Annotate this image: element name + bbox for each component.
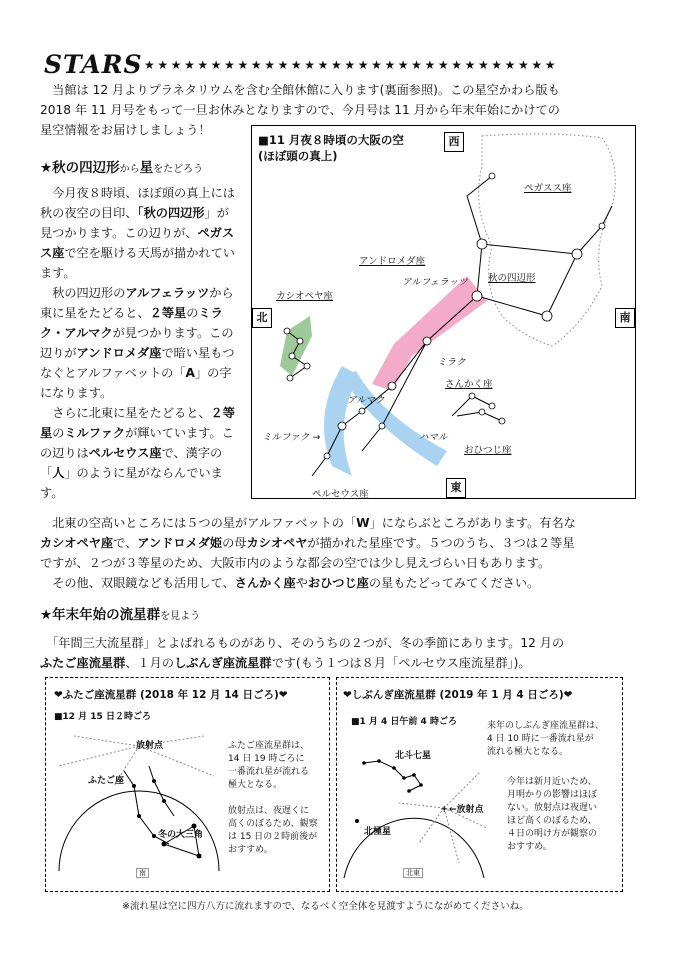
quadrantids-text-peak: 来年のしぶんぎ座流星群は、 4 日 10 時に一番流れ星が 流れる極大となる。 (487, 721, 605, 757)
map-title: ■11 月夜８時頃の大阪の空 (ほぼ頭の真上) (258, 133, 404, 163)
gemini-label: ふたご座 (88, 776, 125, 786)
quadrantids-text-observation: 今年は新月近いため、 月明かりの影響はほぼ ない。放射点は夜遅い ほど高くのぼるため、 ４日の明け方が観察の おすすめ。 (507, 777, 598, 852)
star-decoration: ★★★★★★★★★★★★★★★★★★★★★★★★★★★★★★★ (144, 58, 559, 72)
label-perseus: ペルセウス座 (312, 489, 369, 500)
direction-south: 南 (615, 308, 635, 328)
label-mirfak: ミルファク → (262, 432, 321, 443)
direction-west: 西 (444, 132, 464, 152)
pegasus-line (467, 176, 492, 244)
svg-text:+: + (440, 804, 449, 815)
geminids-direction: 南 (136, 868, 149, 878)
geminids-box (45, 677, 330, 892)
geminids-chart-title: ■12 月 15 日２時ごろ (54, 712, 151, 722)
cassiopeia-text: 北東の空高いところには５つの星がアルファベットの「W」にならぶところがあります。有名な カシオペヤ座で、アンドロメダ姫の母カシオペヤが描かれた星座です。５つのうち、３つは２等星 ですが、２つが３等星のため、大阪市内のような都会の空では少し見えづらい日もあります。 その他、双眼鏡なども活用して、さんかく座やおひつじ座の星もたどってみてください。 (40, 516, 576, 590)
label-alpheratz: アルフェラッツ (402, 277, 468, 288)
geminids-title: ❤ふたご座流星群 (2018 年 12 月 14 日ごろ)❤ (54, 689, 288, 701)
andromeda-band (372, 276, 487, 391)
intro-text: 当館は 12 月よりプラネタリウムを含む全館休館に入ります(裏面参照)。この星空かわら版も 2018 年 11 月号をもって一旦お休みとなりますので、今月号は 11 月から年末年始にかけての 星空情報をお届けしましょう！ (40, 83, 560, 137)
label-cassiopeia: カシオペヤ座 (276, 291, 334, 302)
label-aries: おひつじ座 (464, 445, 512, 456)
label-almach: アルマク (347, 395, 385, 406)
big-dipper-label: 北斗七星 (395, 751, 432, 761)
label-pegasus: ペガスス座 (524, 183, 572, 194)
section-heading-meteor: ★年末年始の流星群を見よう (40, 607, 201, 623)
label-mirach: ミラク (437, 357, 466, 368)
pegasus-line2 (577, 206, 612, 254)
quadrantids-radiant-label: ←放射点 (449, 805, 484, 815)
label-triangulum: さんかく座 (445, 379, 493, 390)
label-andromeda: アンドロメダ座 (359, 256, 426, 267)
section-heading-autumn: ★秋の四辺形から星をたどろう (40, 160, 204, 176)
polaris-label: 北極星 (364, 827, 392, 837)
label-autumn-square: 秋の四辺形 (488, 273, 536, 284)
geminids-radiant-label: 放射点 (136, 741, 164, 751)
page-title: STARS (44, 50, 143, 79)
star-map (251, 125, 636, 499)
direction-north: 北 (252, 308, 272, 328)
geminids-text: ふたご座流星群は、 14 日 19 時ごろに 一番流れ星が流れる 極大となる。 放射点は、夜遅くに 高くのぼるため、観察 は 15 日の２時前後が おすすめ。 (228, 741, 318, 855)
quadrantids-box (336, 677, 623, 892)
direction-east: 東 (446, 478, 466, 498)
winter-triangle-label: 冬の大三角 (158, 830, 204, 840)
autumn-column-text: 今月夜８時頃、ほぼ頭の真上には秋の夜空の目印、「秋の四辺形」が見つかります。この辺りが、ペガスス座で空を駆ける天馬が描かれています。 秋の四辺形のアルフェラッツから東に星をたどると、２等星のミラク・アルマクが見つかります。この辺りがアンドロメダ座で暗い星もつなぐとアルファベットの「A」の字になります。 さらに北東に星をたどると、２等星のミルファクが輝いています。この辺りはペルセウス座で、漢字の「人」のように星がならんでいます。 (40, 186, 235, 500)
footnote: ※流れ星は空に四方八方に流れますので、なるべく空全体を見渡すようにながめてくださいね。 (122, 901, 529, 912)
quadrantids-title: ❤しぶんぎ座流星群 (2019 年 1 月 4 日ごろ)❤ (343, 689, 573, 701)
quadrantids-chart-title: ■1 月 4 日午前 4 時ごろ (351, 717, 457, 727)
label-hamal: ハマル (419, 432, 448, 443)
meteor-intro-text: 「年間三大流星群」とよばれるものがあり、そのうちの２つが、冬の季節にあります。12 月の ふたご座流星群、１月のしぶんぎ座流星群です(もう１つは８月「ペルセウス座流星群」)。 (40, 636, 565, 670)
quadrantids-direction: 北東 (403, 868, 423, 878)
